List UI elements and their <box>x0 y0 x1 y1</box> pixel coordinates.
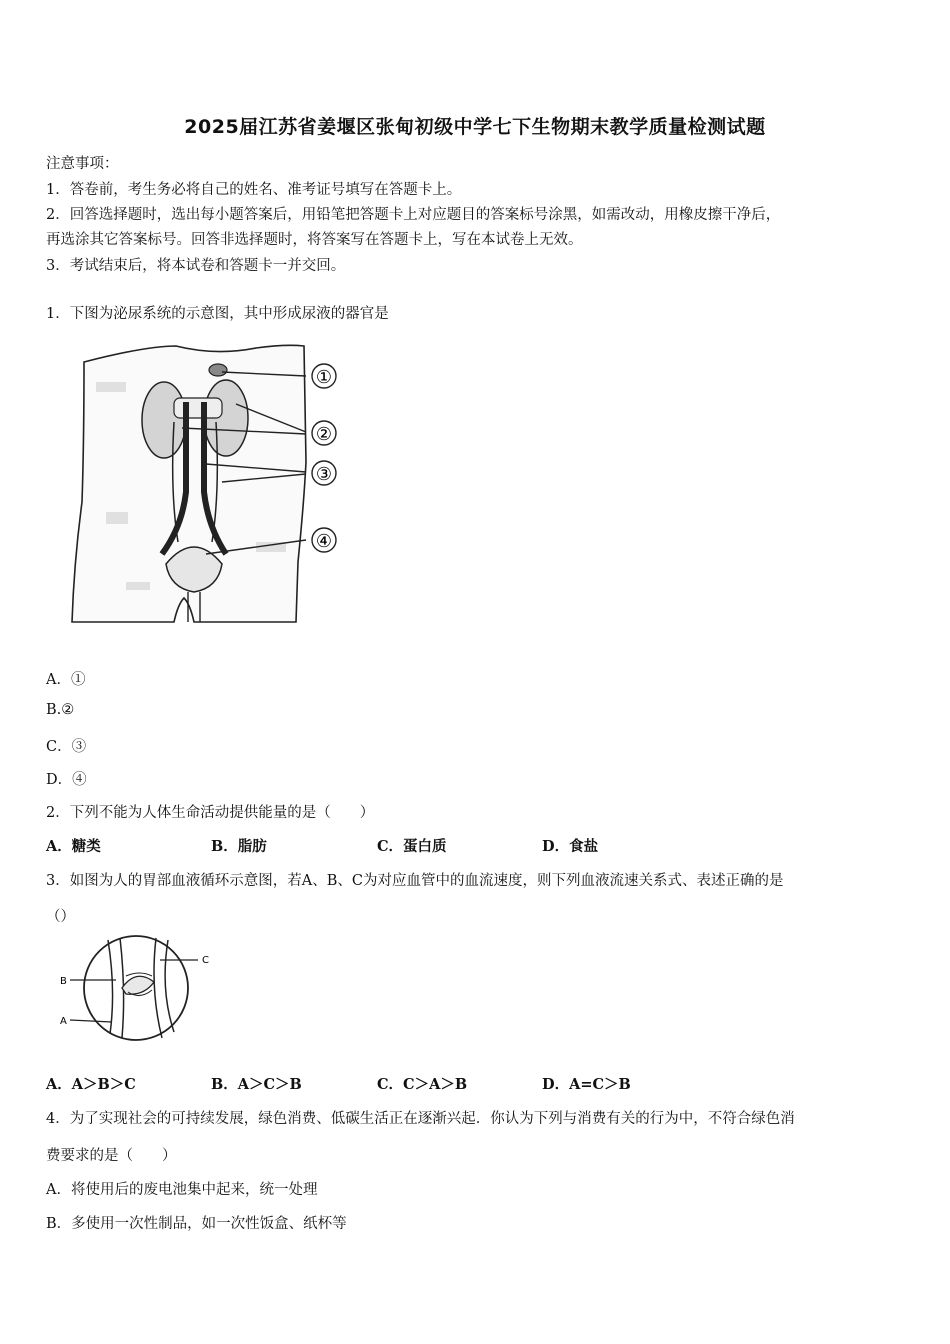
exam-title: 2025届江苏省姜堰区张甸初级中学七下生物期末教学质量检测试题 <box>184 116 766 138</box>
q2-option-c: C．蛋白质 <box>377 838 447 855</box>
q3-stem-line1: 3．如图为人的胃部血液循环示意图，若A、B、C为对应血管中的血流速度，则下列血液流速关系式、表述正确的是 <box>46 873 784 889</box>
q1-option-c: C．③ <box>46 739 87 755</box>
q1-option-a: A．① <box>46 672 86 688</box>
q4-stem-line1: 4．为了实现社会的可持续发展，绿色消费、低碳生活正在逐渐兴起．你认为下列与消费有关的行为中，不符合绿色消 <box>46 1111 795 1127</box>
q2-option-b: B．脂肪 <box>211 838 267 855</box>
q1-fig-label-1: ① <box>315 367 333 388</box>
q3-option-b: B．A＞C＞B <box>211 1076 302 1093</box>
q1-stem: 1．下图为泌尿系统的示意图，其中形成尿液的器官是 <box>46 306 389 322</box>
q4-option-b: B．多使用一次性制品，如一次性饭盒、纸杯等 <box>46 1216 347 1232</box>
q3-fig-label-c: C <box>202 955 209 966</box>
q1-fig-label-2: ② <box>315 424 333 445</box>
q3-option-c: C．C＞A＞B <box>377 1076 468 1093</box>
q1-option-d: D．④ <box>46 772 87 788</box>
notice-item-1: 1．答卷前，考生务必将自己的姓名、准考证号填写在答题卡上。 <box>46 182 462 198</box>
q3-option-d: D．A=C＞B <box>542 1076 631 1093</box>
q1-fig-label-4: ④ <box>315 531 333 552</box>
q3-stem-line2: （） <box>46 909 75 925</box>
q2-option-a: A．糖类 <box>46 838 101 855</box>
notice-heading: 注意事项： <box>46 156 119 172</box>
urinary-system-figure <box>66 342 356 627</box>
q4-stem-line2: 费要求的是（ ） <box>46 1148 177 1164</box>
q2-stem: 2．下列不能为人体生命活动提供能量的是（ ） <box>46 805 375 821</box>
notice-item-2: 2．回答选择题时，选出每小题答案后，用铅笔把答题卡上对应题目的答案标号涂黑，如需改动，用橡皮擦干净后， <box>46 207 781 223</box>
q1-fig-label-3: ③ <box>315 464 333 485</box>
q3-option-a: A．A＞B＞C <box>46 1076 136 1093</box>
notice-item-2-cont: 再选涂其它答案标号。回答非选择题时，将答案写在答题卡上，写在本试卷上无效。 <box>46 232 583 248</box>
notice-item-3: 3．考试结束后，将本试卷和答题卡一并交回。 <box>46 258 346 274</box>
q4-option-a: A．将使用后的废电池集中起来，统一处理 <box>46 1182 318 1198</box>
q1-option-b: B.② <box>46 702 75 718</box>
q2-option-d: D．食盐 <box>542 838 599 855</box>
q3-fig-label-b: B <box>60 976 67 987</box>
stomach-circulation-figure <box>56 930 216 1050</box>
q3-fig-label-a: A <box>60 1016 67 1027</box>
